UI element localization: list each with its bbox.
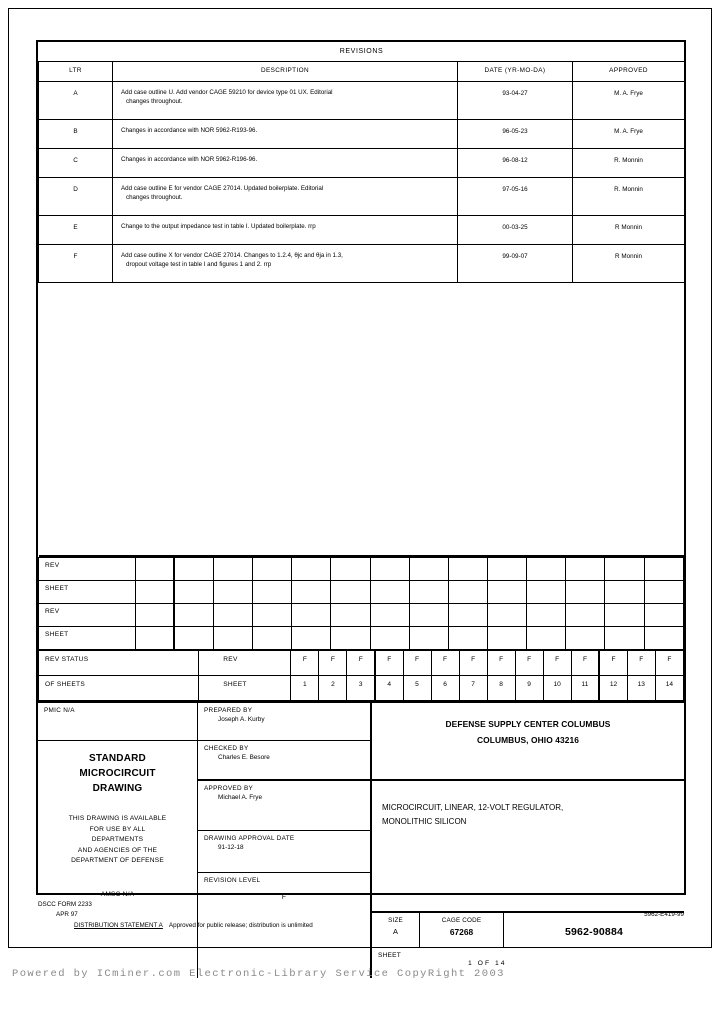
header-description: DESCRIPTION: [113, 62, 458, 82]
revision-level-cell: [198, 873, 370, 919]
grid-cell: [448, 581, 487, 604]
rev-approved: R. Monnin: [573, 178, 685, 216]
grid-cell: [174, 581, 213, 604]
approved-by-label: APPROVED BY: [204, 785, 254, 793]
rev-description: [113, 149, 458, 178]
title-block-middle-column: [198, 703, 372, 978]
rev-status-value: F: [375, 651, 403, 676]
grid-cell: [253, 558, 292, 581]
grid-cell: [213, 604, 252, 627]
table-row: [39, 245, 685, 283]
grid-cell: [527, 581, 566, 604]
grid-cell: [488, 581, 527, 604]
rev-status-value: F: [319, 651, 347, 676]
rev-date: 93-04-27: [458, 82, 573, 120]
revisions-header-row: [39, 62, 685, 82]
header-approved: APPROVED: [573, 62, 685, 82]
cage-code-value: 67268: [449, 927, 474, 938]
rev-status-sub-rev: REV: [199, 651, 291, 676]
sheet-number: 3: [347, 676, 375, 701]
size-value: A: [393, 927, 398, 937]
of-sheets-label: OF SHEETS: [39, 676, 199, 701]
rev-status-label: REV STATUS: [39, 651, 199, 676]
title-block: [38, 701, 684, 978]
sheet-status-row: [39, 676, 684, 701]
grid-cell: [644, 604, 683, 627]
table-row: [39, 216, 685, 245]
sheet-number: 7: [459, 676, 487, 701]
availability-line2: FOR USE BY ALL: [89, 825, 146, 833]
sheet-number: 9: [515, 676, 543, 701]
sheet-number: 2: [319, 676, 347, 701]
cage-code-cell: [420, 913, 504, 947]
rev-ltr: A: [39, 82, 113, 120]
grid-cell: [253, 581, 292, 604]
sheet-number: 4: [375, 676, 403, 701]
prepared-by-cell: [198, 703, 370, 741]
grid-cell: [566, 627, 605, 650]
sheet-number: 10: [543, 676, 571, 701]
rev-desc-line1: Changes in accordance with NOR 5962-R193-96.: [121, 127, 258, 135]
rev-date: 96-08-12: [458, 149, 573, 178]
grid-cell: [331, 581, 370, 604]
grid-cell: [331, 558, 370, 581]
grid-cell: [605, 627, 644, 650]
rev-status-table: [38, 650, 684, 701]
rev-sheet-grid: [38, 557, 684, 650]
prepared-by-label: PREPARED BY: [204, 707, 253, 715]
sheet-number: 8: [487, 676, 515, 701]
drawing-body-row: [39, 283, 685, 557]
approved-by-cell: [198, 781, 370, 831]
rev-approved: R Monnin: [573, 216, 685, 245]
sheet-label: SHEET: [378, 952, 401, 960]
grid-label: REV: [39, 558, 136, 581]
availability-line4: AND AGENCIES OF THE: [77, 846, 158, 854]
rev-status-value: F: [291, 651, 319, 676]
pmic-cell: [38, 703, 197, 741]
rev-desc-line1: Add case outline U. Add vendor CAGE 59210 for device type 01 UX. Editorial: [121, 89, 333, 97]
rev-approved: M. A. Frye: [573, 120, 685, 149]
grid-cell: [566, 558, 605, 581]
availability-line5: DEPARTMENT OF DEFENSE: [71, 857, 164, 865]
grid-cell: [605, 604, 644, 627]
grid-cell: [409, 558, 448, 581]
grid-cell: [213, 627, 252, 650]
form-date: APR 97: [56, 911, 78, 918]
description-line2: MONOLITHIC SILICON: [382, 816, 467, 826]
checked-by-name: Charles E. Besore: [218, 754, 270, 762]
smd-title-line3: DRAWING: [92, 783, 143, 795]
grid-cell: [370, 558, 409, 581]
prepared-by-name: Joseph A. Kurby: [218, 716, 265, 724]
rev-status-sub-sheet: SHEET: [199, 676, 291, 701]
title-block-right-column: [372, 703, 684, 978]
rev-status-value: F: [347, 651, 375, 676]
title-block-left-column: [38, 703, 198, 978]
rev-desc-line1: Changes in accordance with NOR 5962-R196-96.: [121, 156, 258, 164]
agency-line1: DEFENSE SUPPLY CENTER COLUMBUS: [445, 719, 611, 730]
table-row: [39, 82, 685, 120]
grid-cell: [644, 581, 683, 604]
rev-approved: M. A. Frye: [573, 82, 685, 120]
grid-cell: [488, 558, 527, 581]
rev-date: 97-05-16: [458, 178, 573, 216]
grid-label: REV: [39, 604, 136, 627]
revisions-title: REVISIONS: [39, 42, 685, 62]
grid-cell: [644, 627, 683, 650]
rev-status-value: F: [515, 651, 543, 676]
sheet-number: 14: [655, 676, 683, 701]
standard-microcircuit-drawing-cell: [38, 741, 197, 917]
grid-cell: [409, 627, 448, 650]
rev-status-value: F: [543, 651, 571, 676]
rev-ltr: C: [39, 149, 113, 178]
grid-cell: [448, 627, 487, 650]
checked-by-cell: [198, 741, 370, 781]
rev-approved: R Monnin: [573, 245, 685, 283]
rev-ltr: F: [39, 245, 113, 283]
rev-status-value: F: [627, 651, 655, 676]
amsc-value: AMSC N/A: [100, 890, 135, 898]
rev-description: [113, 178, 458, 216]
revisions-title-row: [39, 42, 685, 62]
rev-ltr: B: [39, 120, 113, 149]
checked-by-label: CHECKED BY: [204, 745, 249, 753]
grid-cell: [527, 558, 566, 581]
sheet-number: 13: [627, 676, 655, 701]
availability-line1: THIS DRAWING IS AVAILABLE: [68, 815, 167, 823]
grid-cell: [644, 558, 683, 581]
grid-cell: [213, 558, 252, 581]
drawing-approval-date-value: 91-12-18: [218, 844, 244, 852]
revision-level-value: F: [281, 894, 287, 902]
grid-cell: [605, 581, 644, 604]
rev-description: [113, 216, 458, 245]
grid-cell: [292, 627, 331, 650]
grid-cell: [174, 558, 213, 581]
drawing-number-value: 5962-90884: [564, 926, 624, 939]
sheet-number: 1: [291, 676, 319, 701]
sheet-number: 11: [571, 676, 599, 701]
grid-cell: [370, 581, 409, 604]
rev-status-value: F: [571, 651, 599, 676]
sheet-number: 6: [431, 676, 459, 701]
grid-cell: [213, 581, 252, 604]
rev-status-value: F: [403, 651, 431, 676]
rev-ltr: D: [39, 178, 113, 216]
drawing-approval-date-label: DRAWING APPROVAL DATE: [204, 835, 295, 843]
drawing-body-blank-area: [39, 283, 685, 557]
table-row: [39, 120, 685, 149]
rev-date: 96-05-23: [458, 120, 573, 149]
pmic-label: PMIC N/A: [44, 707, 75, 715]
rev-date: 00-03-25: [458, 216, 573, 245]
grid-cell: [253, 604, 292, 627]
grid-cell: [292, 581, 331, 604]
rev-status-value: F: [599, 651, 627, 676]
electronic-control-number: 5962-E419-99: [644, 911, 684, 918]
grid-cell: [488, 604, 527, 627]
drawing-approval-date-cell: [198, 831, 370, 873]
grid-cell: [448, 604, 487, 627]
availability-statement: [44, 796, 191, 867]
availability-line3: DEPARTMENTS: [91, 836, 144, 844]
smd-title: [44, 751, 191, 796]
rev-description: [113, 82, 458, 120]
rev-status-value: F: [459, 651, 487, 676]
rev-desc-line1: Change to the output impedance test in table I. Updated boilerplate. rrp: [121, 223, 316, 231]
grid-cell: [174, 627, 213, 650]
rev-status-value: F: [431, 651, 459, 676]
rev-status-row: [39, 651, 684, 676]
grid-cell: [292, 558, 331, 581]
rev-date: 99-09-07: [458, 245, 573, 283]
rev-ltr: E: [39, 216, 113, 245]
rev-desc-line2: dropout voltage test in table I and figures 1 and 2. rrp: [126, 261, 272, 269]
grid-cell: [409, 581, 448, 604]
grid-cell: [488, 627, 527, 650]
revision-level-label: REVISION LEVEL: [204, 877, 261, 885]
grid-label: SHEET: [39, 581, 136, 604]
grid-row-rev-1: [39, 558, 684, 581]
drawing-description-cell: [372, 781, 684, 913]
approved-by-name: Michael A. Frye: [218, 794, 263, 802]
grid-cell: [566, 581, 605, 604]
grid-cell: [253, 627, 292, 650]
rev-status-value: F: [655, 651, 683, 676]
grid-cell: [331, 627, 370, 650]
rev-desc-line2: changes throughout.: [126, 194, 183, 202]
grid-cell: [527, 604, 566, 627]
rev-desc-line2: changes throughout.: [126, 98, 183, 106]
rev-description: [113, 120, 458, 149]
identification-block: [372, 913, 684, 948]
rev-desc-line1: Add case outline X for vendor CAGE 27014. Changes to 1.2.4, θjc and θja in 1.3,: [121, 252, 343, 260]
grid-cell: [527, 627, 566, 650]
distribution-statement-label: DISTRIBUTION STATEMENT A: [74, 922, 163, 929]
grid-cell: [370, 604, 409, 627]
cage-code-label: CAGE CODE: [441, 917, 482, 925]
distribution-statement-text: Approved for public release; distribution is unlimited: [168, 922, 313, 929]
grid-label: SHEET: [39, 627, 136, 650]
grid-cell: [566, 604, 605, 627]
grid-cell: [292, 604, 331, 627]
rev-desc-line1: Add case outline E for vendor CAGE 27014. Updated boilerplate. Editorial: [121, 185, 324, 193]
smd-title-line2: MICROCIRCUIT: [79, 768, 156, 780]
grid-row-sheet-2: [39, 627, 684, 650]
grid-cell: [331, 604, 370, 627]
table-row: [39, 178, 685, 216]
sheet-number: 12: [599, 676, 627, 701]
watermark-text: Powered by ICminer.com Electronic-Library Service CopyRight 2003: [12, 968, 505, 980]
grid-cell: [135, 604, 174, 627]
grid-cell: [135, 627, 174, 650]
distribution-statement: [74, 921, 313, 931]
revisions-table: [38, 42, 685, 557]
form-id: DSCC FORM 2233: [38, 901, 92, 908]
size-cell: [372, 913, 420, 947]
smd-title-line1: STANDARD: [89, 753, 146, 765]
grid-cell: [174, 604, 213, 627]
rev-description: [113, 245, 458, 283]
size-label: SIZE: [388, 917, 403, 925]
grid-cell: [135, 581, 174, 604]
rev-status-value: F: [487, 651, 515, 676]
agency-line2: COLUMBUS, OHIO 43216: [476, 735, 580, 746]
table-row: [39, 149, 685, 178]
description-line1: MICROCIRCUIT, LINEAR, 12-VOLT REGULATOR,: [382, 803, 564, 813]
header-date: DATE (YR-MO-DA): [458, 62, 573, 82]
rev-approved: R. Monnin: [573, 149, 685, 178]
grid-cell: [448, 558, 487, 581]
grid-cell: [409, 604, 448, 627]
grid-row-rev-2: [39, 604, 684, 627]
grid-cell: [605, 558, 644, 581]
agency-cell: [372, 703, 684, 781]
grid-cell: [135, 558, 174, 581]
grid-row-sheet-1: [39, 581, 684, 604]
sheet-value: 1 OF 14: [468, 960, 507, 968]
grid-cell: [370, 627, 409, 650]
sheet-number: 5: [403, 676, 431, 701]
header-ltr: LTR: [39, 62, 113, 82]
